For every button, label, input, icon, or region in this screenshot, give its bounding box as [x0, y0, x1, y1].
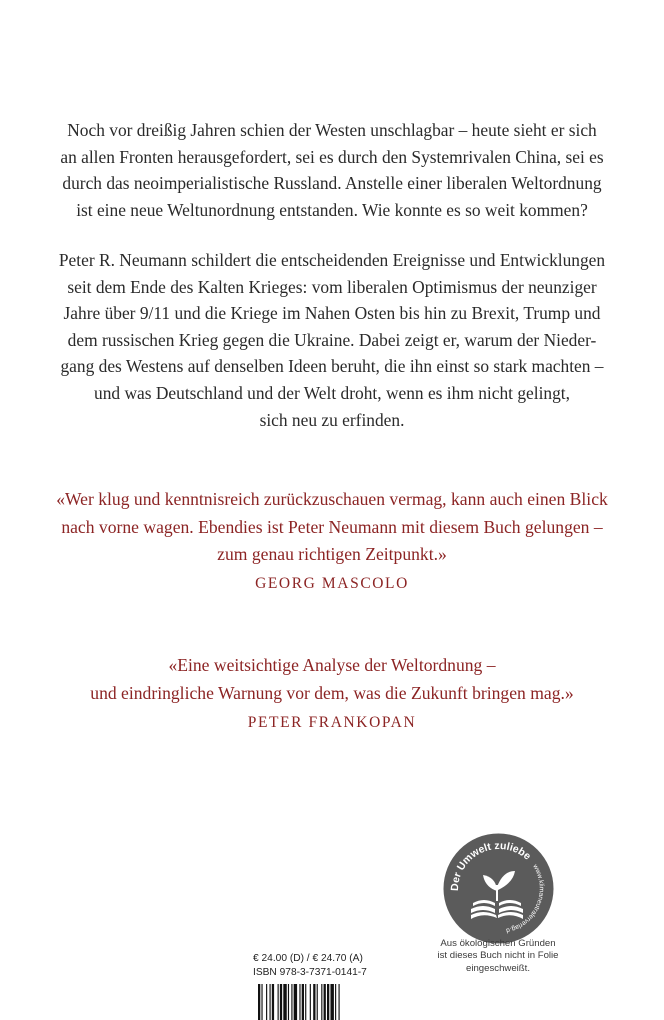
text-line: ist eine neue Weltunordnung entstanden. Wie konnte es so weit kommen? [76, 199, 588, 220]
quote-line: zum genau richtigen Zeitpunkt.» [217, 544, 447, 564]
price-label: € 24.00 (D) / € 24.70 (A) [253, 953, 363, 964]
barcode-icon [258, 984, 400, 1020]
barcode-bar [272, 984, 274, 1020]
text-line: gang des Westens auf denselben Ideen beruht, die ihn einst so stark machten – [60, 356, 604, 377]
quote-line: und eindringliche Warnung vor dem, was die Zukunft bringen mag.» [90, 682, 574, 703]
barcode-bar [305, 984, 306, 1020]
barcode-bar [278, 984, 279, 1020]
isbn-label: ISBN 978-3-7371-0141-7 [253, 966, 367, 978]
price-isbn-block [253, 952, 367, 979]
barcode-bar [291, 984, 292, 1020]
blurb-quote-mascolo [40, 486, 624, 595]
barcode-bar [299, 984, 300, 1020]
quote-line: «Wer klug und kenntnisreich zurückzuschauen vermag, kann auch einen Blick [56, 489, 608, 509]
barcode-bar [330, 984, 333, 1020]
eco-note-line: eingeschweißt. [466, 962, 530, 974]
barcode-bar [324, 984, 326, 1020]
text-line: sich neu zu erfinden. [259, 409, 405, 430]
badge-arc-top-text: Der Umwelt zuliebe [448, 839, 534, 892]
barcode-bar [283, 984, 286, 1020]
barcode-bar [335, 984, 336, 1020]
barcode-bar [258, 984, 260, 1020]
barcode-bar [310, 984, 311, 1020]
text-line: und was Deutschland und der Welt droht, wenn es ihm nicht gelingt, [94, 382, 570, 403]
barcode-bar [280, 984, 282, 1020]
quote-author: PETER FRANKOPAN [247, 714, 417, 731]
eco-note [418, 938, 578, 975]
badge-arc-side-text: www.klimaneutralerverlag.d [505, 863, 545, 934]
barcode-bar [321, 984, 322, 1020]
description-paragraph-2 [40, 247, 624, 433]
text-line: Noch vor dreißig Jahren schien der Westen unschlagbar – heute sieht er sich [67, 120, 597, 140]
description-paragraph-1 [40, 117, 624, 223]
barcode-bar [317, 984, 318, 1020]
quote-line: «Eine weitsichtige Analyse der Weltordnung – [168, 655, 496, 675]
text-line: dem russischen Krieg gegen die Ukraine. Dabei zeigt er, warum der Nieder- [67, 329, 597, 350]
barcode-bar [294, 984, 297, 1020]
eco-badge-icon [443, 833, 554, 944]
text-line: an allen Fronten herausgefordert, sei es durch den Systemrivalen China, sei es [60, 146, 604, 167]
text-line: durch das neoimperialistische Russland. Anstelle einer liberalen Weltordnung [62, 173, 602, 194]
blurb-quote-frankopan [40, 652, 624, 734]
text-line: seit dem Ende des Kalten Krieges: vom liberalen Optimismus der neunziger [67, 276, 597, 297]
barcode-bar [339, 984, 340, 1020]
text-line: Peter R. Neumann schildert die entscheidenden Ereignisse und Entwicklungen [58, 250, 606, 270]
barcode-bar [327, 984, 329, 1020]
eco-note-line: Aus ökologischen Gründen [440, 938, 556, 949]
barcode-bar [302, 984, 304, 1020]
barcode-bar [270, 984, 271, 1020]
eco-note-line: ist dieses Buch nicht in Folie [437, 950, 559, 962]
barcode-bar [266, 984, 267, 1020]
text-line: Jahre über 9/11 und die Kriege im Nahen Osten bis hin zu Brexit, Trump und [63, 303, 601, 324]
quote-author: GEORG MASCOLO [255, 574, 409, 592]
barcode-bar [288, 984, 289, 1020]
barcode-bar [261, 984, 262, 1020]
barcode-bar [313, 984, 315, 1020]
quote-line: nach vorne wagen. Ebendies ist Peter Neumann mit diesem Buch gelungen – [61, 516, 603, 537]
